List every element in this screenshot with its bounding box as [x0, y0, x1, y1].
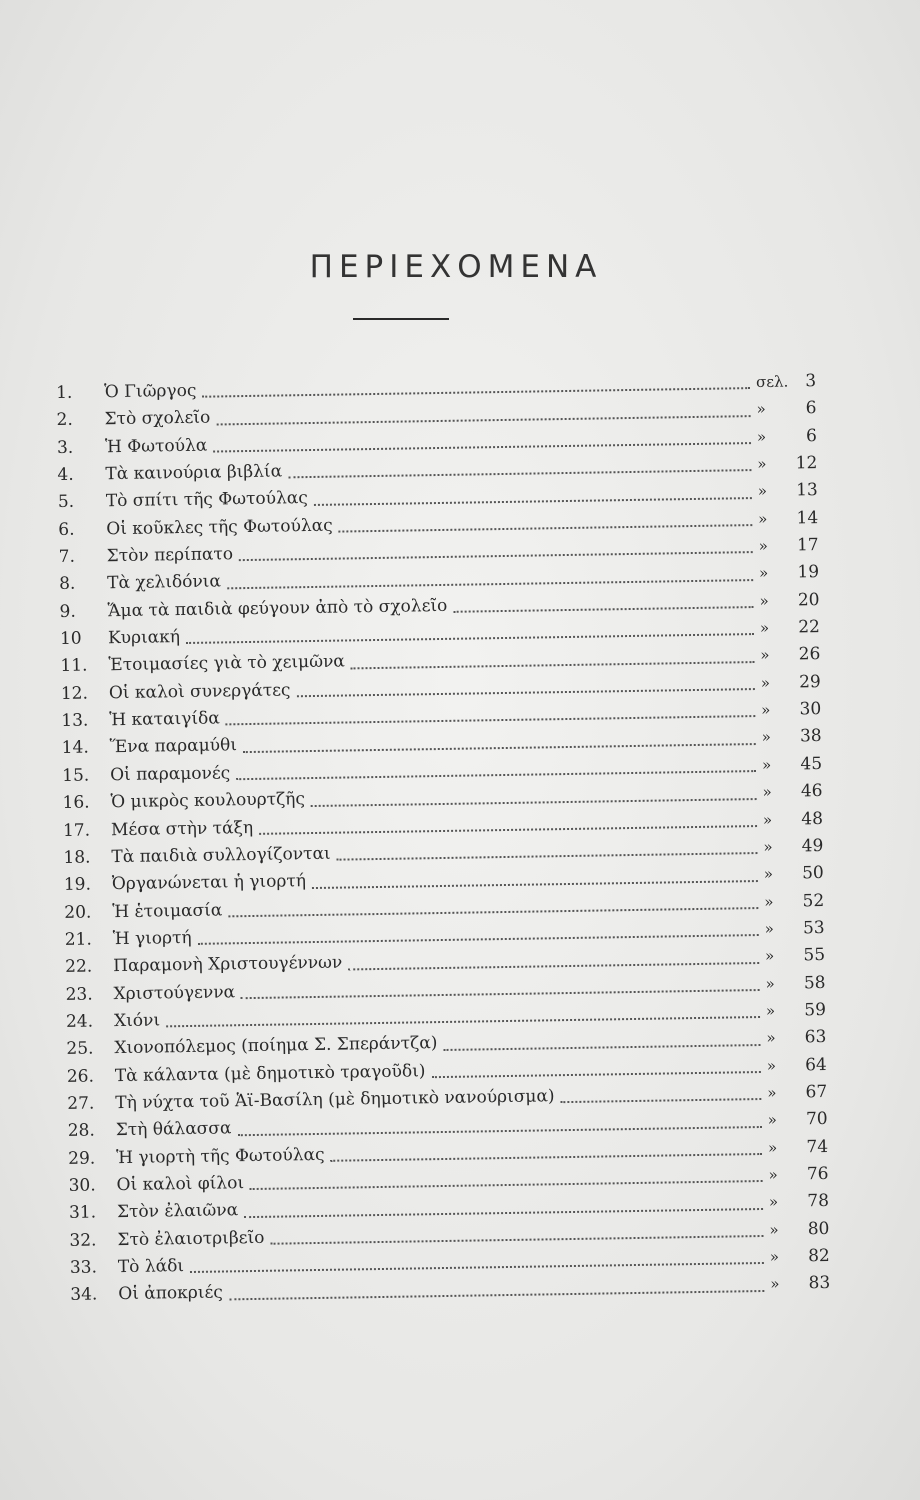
entry-number: 14.	[61, 738, 89, 759]
entry-number: 11.	[60, 655, 88, 677]
entry-title: Ἅμα τὰ παιδιὰ φεύγουν ἀπὸ τὸ σχολεῖο	[107, 595, 448, 621]
entry-title: Στὴ θάλασσα	[115, 1118, 232, 1141]
entry-number: 17.	[62, 820, 91, 841]
page-marker: »	[765, 1001, 776, 1020]
dot-leader	[311, 797, 757, 807]
page-marker: »	[758, 509, 768, 528]
entry-title: Κυριακή	[107, 627, 181, 649]
page-marker: »	[761, 755, 772, 774]
page-marker: »	[758, 536, 768, 556]
dot-leader	[241, 988, 760, 999]
page-marker: »	[760, 646, 770, 665]
entry-page-number: 64	[805, 1054, 827, 1075]
page-marker: »	[764, 919, 774, 938]
page-marker: »	[768, 1165, 778, 1184]
page-marker: »	[760, 673, 771, 692]
entry-number: 20.	[64, 902, 92, 923]
entry-page-number: 82	[808, 1245, 830, 1267]
entry-number: 3.	[56, 437, 74, 458]
entry-number: 32.	[69, 1230, 97, 1251]
dot-leader	[337, 851, 758, 861]
entry-page-number: 26	[798, 644, 821, 665]
entry-title: Τὸ λάδι	[117, 1256, 185, 1278]
page-marker: »	[762, 810, 773, 829]
page-marker: »	[769, 1220, 779, 1239]
entry-number: 15.	[62, 765, 90, 786]
entry-title: Τὰ παιδιὰ συλλογίζονται	[111, 843, 331, 868]
entry-page-number: 17	[796, 535, 819, 556]
entry-title: Οἱ κοῦκλες τῆς Φωτούλας	[106, 515, 333, 539]
entry-page-number: 80	[807, 1218, 830, 1239]
entry-number: 19.	[63, 874, 92, 896]
page-marker: »	[769, 1247, 780, 1266]
entry-page-number: 76	[806, 1163, 829, 1185]
dot-leader	[186, 633, 754, 645]
entry-number: 5.	[57, 492, 75, 513]
entry-page-number: 29	[798, 671, 821, 693]
entry-page-number: 22	[798, 617, 821, 638]
entry-number: 27.	[67, 1093, 95, 1114]
dot-leader	[259, 824, 757, 835]
page-marker: »	[767, 1138, 778, 1157]
entry-number: 25.	[66, 1038, 94, 1060]
entry-title: Στὸν ἐλαιῶνα	[116, 1200, 239, 1223]
entry-page-number: 67	[805, 1081, 828, 1103]
title-rule	[353, 318, 449, 320]
entry-title: Παραμονὴ Χριστουγέννων	[113, 952, 343, 977]
page-marker: »	[768, 1193, 779, 1212]
entry-title: Χιόνι	[113, 1010, 161, 1032]
page-marker: »	[759, 618, 770, 638]
page-marker: »	[761, 700, 771, 720]
entry-page-number: 30	[799, 699, 822, 720]
page-marker: σελ.	[755, 372, 789, 392]
page-marker: »	[764, 892, 774, 911]
page-marker: »	[757, 482, 768, 501]
entry-page-number: 52	[802, 890, 825, 911]
entry-page-number: 6	[805, 425, 818, 446]
page-marker: »	[770, 1275, 780, 1294]
page-marker: »	[756, 400, 766, 419]
entry-number: 26.	[66, 1066, 95, 1087]
entry-page-number: 13	[795, 480, 818, 501]
entry-title: Χιονοπόλεμος (ποίημα Σ. Σπεράντζα)	[114, 1033, 438, 1059]
entry-number: 23.	[65, 984, 93, 1005]
entry-title: Τὴ νύχτα τοῦ Ἁϊ-Βασίλη (μὲ δημοτικὸ νανούρισμα)	[115, 1086, 555, 1114]
dot-leader	[453, 605, 753, 613]
page-title: ΠΕΡΙΕΧΟΜΕΝΑ	[309, 248, 603, 285]
dot-leader	[198, 933, 759, 945]
dot-leader	[236, 769, 756, 780]
entry-page-number: 53	[802, 917, 825, 939]
dot-leader	[348, 961, 759, 970]
entry-number: 31.	[68, 1202, 97, 1224]
dot-leader	[351, 660, 755, 669]
dot-leader	[228, 906, 758, 917]
entry-page-number: 59	[804, 999, 827, 1021]
entry-page-number: 78	[807, 1191, 830, 1212]
entry-title: Οἱ ἀποκριές	[118, 1282, 223, 1305]
entry-number: 24.	[65, 1011, 94, 1032]
entry-page-number: 70	[805, 1109, 828, 1130]
dot-leader	[270, 1234, 763, 1245]
entry-title: Ἡ ἑτοιμασία	[112, 899, 223, 922]
entry-number: 21.	[64, 929, 92, 950]
entry-title: Ἡ γιορτὴ τῆς Φωτούλας	[116, 1144, 325, 1168]
entry-number: 13.	[61, 710, 89, 732]
dot-leader	[229, 1289, 764, 1300]
dot-leader	[237, 1125, 761, 1136]
dot-leader	[288, 468, 751, 478]
entry-page-number: 6	[805, 398, 817, 419]
entry-page-number: 19	[797, 562, 820, 583]
dot-leader	[250, 1179, 763, 1190]
entry-page-number: 48	[801, 808, 824, 829]
dot-leader	[202, 386, 750, 398]
page-marker: »	[765, 974, 775, 993]
entry-title: Στὸν περίπατο	[106, 544, 234, 567]
page-marker: »	[756, 427, 767, 446]
entry-page-number: 46	[800, 781, 823, 802]
page-marker: »	[762, 782, 772, 802]
entry-number: 7.	[58, 546, 76, 568]
entry-page-number: 49	[801, 835, 824, 857]
entry-title: Χριστούγεννα	[113, 981, 236, 1004]
entry-title: Ἕνα παραμύθι	[109, 735, 238, 758]
dot-leader	[243, 742, 756, 753]
entry-title: Στὸ σχολεῖο	[104, 407, 211, 430]
entry-number: 16.	[62, 792, 90, 814]
dot-leader	[216, 414, 750, 425]
entry-number: 4.	[57, 464, 74, 486]
entry-number: 6.	[58, 519, 75, 540]
dot-leader	[190, 1261, 764, 1273]
dot-leader	[561, 1097, 762, 1103]
entry-title: Τὰ κάλαντα (μὲ δημοτικὸ τραγοῦδι)	[114, 1060, 426, 1086]
entry-number: 10	[59, 628, 82, 650]
entry-page-number: 55	[803, 945, 826, 966]
entry-title: Τὰ χελιδόνια	[107, 571, 222, 594]
entry-title: Στὸ ἐλαιοτριβεῖο	[117, 1227, 265, 1250]
entry-number: 1.	[56, 382, 73, 403]
dot-leader	[213, 441, 751, 452]
table-of-contents	[56, 371, 831, 1313]
entry-page-number: 63	[804, 1027, 827, 1048]
dot-leader	[443, 1043, 760, 1051]
page-marker: »	[766, 1029, 776, 1048]
page-marker: »	[758, 564, 769, 583]
dot-leader	[331, 1152, 763, 1162]
entry-page-number: 38	[799, 726, 822, 747]
dot-leader	[339, 523, 753, 532]
entry-title: Ἑτοιμασίες γιὰ τὸ χειμῶνα	[108, 651, 345, 676]
entry-title: Ὀργανώνεται ἡ γιορτή	[111, 871, 307, 895]
entry-title: Τὰ καινούρια βιβλία	[105, 461, 283, 485]
entry-title: Ἡ Φωτούλα	[104, 435, 208, 457]
dot-leader	[226, 715, 756, 726]
entry-number: 28.	[67, 1120, 95, 1142]
entry-page-number: 83	[808, 1273, 831, 1294]
entry-title: Ὁ μικρὸς κουλουρτζῆς	[110, 789, 306, 813]
dot-leader	[244, 1207, 763, 1218]
dot-leader	[314, 496, 752, 506]
entry-number: 12.	[60, 683, 89, 704]
entry-number: 30.	[68, 1175, 96, 1196]
dot-leader	[312, 879, 758, 889]
entry-number: 18.	[63, 847, 91, 868]
entry-number: 9.	[59, 601, 76, 622]
entry-title: Ἡ γιορτή	[112, 927, 192, 950]
entry-number: 34.	[70, 1284, 98, 1306]
dot-leader	[166, 1015, 760, 1027]
entry-number: 33.	[69, 1257, 98, 1278]
page-marker: »	[757, 454, 767, 474]
entry-title: Οἱ παραμονές	[110, 763, 231, 786]
entry-page-number: 50	[801, 863, 824, 884]
entry-number: 22.	[65, 956, 93, 978]
dot-leader	[239, 550, 753, 561]
entry-title: Ἡ καταιγίδα	[109, 708, 220, 731]
entry-number: 8.	[59, 574, 76, 595]
entry-page-number: 20	[797, 589, 820, 611]
entry-page-number: 3	[805, 371, 817, 392]
page-marker: »	[759, 591, 769, 610]
entry-page-number: 14	[796, 507, 819, 529]
entry-page-number: 58	[803, 972, 826, 993]
dot-leader	[227, 578, 753, 589]
dot-leader	[297, 687, 755, 697]
dot-leader	[432, 1070, 761, 1078]
entry-page-number: 12	[795, 453, 818, 474]
page-marker: »	[761, 728, 771, 747]
page-marker: »	[764, 947, 775, 966]
entry-number: 2.	[56, 410, 73, 431]
entry-title: Τὸ σπίτι τῆς Φωτούλας	[105, 488, 308, 512]
entry-title: Οἱ καλοὶ φίλοι	[116, 1173, 245, 1196]
entry-page-number: 74	[806, 1136, 829, 1157]
page-marker: »	[767, 1111, 777, 1130]
page-marker: »	[763, 864, 774, 884]
entry-title: Μέσα στὴν τάξη	[110, 817, 254, 840]
entry-title: Ὁ Γιῶργος	[103, 380, 197, 403]
page-marker: »	[766, 1056, 777, 1075]
page-marker: »	[763, 837, 773, 856]
entry-number: 29.	[68, 1148, 96, 1169]
entry-page-number: 45	[800, 753, 823, 775]
page-marker: »	[767, 1083, 777, 1102]
entry-title: Οἱ καλοὶ συνεργάτες	[108, 680, 291, 703]
